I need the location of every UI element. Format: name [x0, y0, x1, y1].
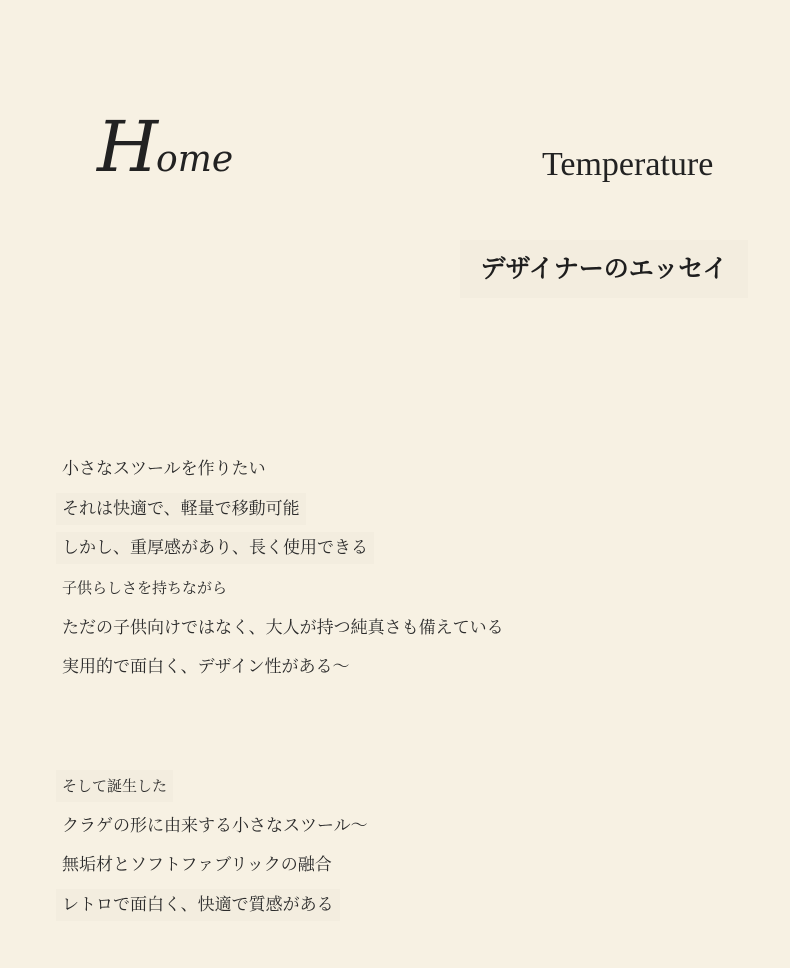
essay-line: それは快適で、軽量で移動可能 — [56, 493, 306, 525]
essay-line: 実用的で面白く、デザイン性がある〜 — [62, 657, 350, 677]
brand-logo — [97, 106, 234, 188]
essay-title: デザイナーのエッセイ — [460, 240, 748, 298]
brand-logo-initial: H — [97, 106, 157, 188]
essay-line: そして誕生した — [56, 770, 173, 802]
brand-subtitle: Temperature — [542, 146, 714, 183]
essay-line: 小さなスツールを作りたい — [62, 459, 266, 479]
essay-line: ただの子供向けではなく、大人が持つ純真さも備えている — [62, 618, 504, 638]
essay-line: しかし、重厚感があり、長く使用できる — [56, 532, 374, 564]
essay-line: クラゲの形に由来する小さなスツール〜 — [62, 816, 368, 836]
brand-logo-rest: ome — [156, 139, 234, 180]
essay-line: 無垢材とソフトファブリックの融合 — [62, 855, 332, 875]
essay-line: レトロで面白く、快適で質感がある — [56, 889, 340, 921]
essay-line: 子供らしさを持ちながら — [62, 579, 228, 597]
